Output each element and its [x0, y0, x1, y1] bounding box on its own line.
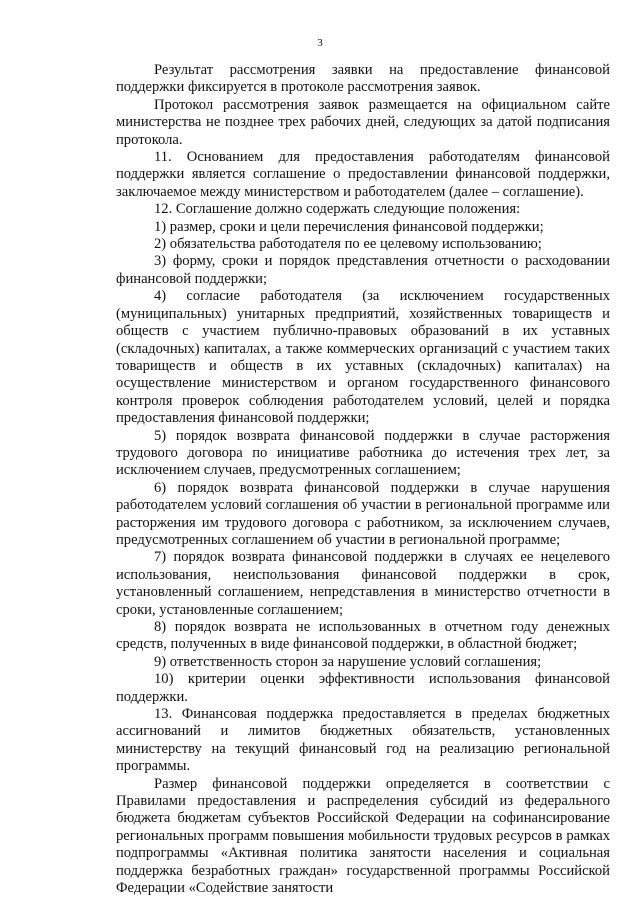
list-item-8: 8) порядок возврата не использованных в отчетном году денежных средств, полученных в виде финансовой поддержки, в областной бюджет; [116, 619, 610, 653]
paragraph-12-agreement-contents: 12. Соглашение должно содержать следующие положения: [154, 201, 521, 218]
list-item-1: 1) размер, сроки и цели перечисления финансовой поддержки; [154, 218, 544, 235]
list-item-7: 7) порядок возврата финансовой поддержки в случаях ее нецелевого использования, неиспользования финансовой поддержки в срок, установленный соглашением, непредставления в министерство отчетности в сроки, установленные соглашением; [116, 549, 610, 618]
paragraph-support-amount: Размер финансовой поддержки определяется в соответствии с Правилами предоставления и распределения субсидий из федерального бюджета бюджетам субъектов Российской Федерации на софинансирование региональных программ повышения мобильности трудовых ресурсов в рамках подпрограммы «Активная политика занятости населения и социальная поддержка безработных граждан» государственной программы Российской Федерации «Содействие занятости [116, 775, 610, 897]
paragraph-protocol-published: Протокол рассмотрения заявок размещается на официальном сайте министерства не позднее трех рабочих дней, следующих за датой подписания протокола. [116, 96, 610, 148]
paragraph-11-basis: 11. Основанием для предоставления работодателям финансовой поддержки является соглашение о предоставлении финансовой поддержки, заключаемое между министерством и работодателем (далее – соглашение). [116, 149, 610, 200]
document-body [116, 62, 610, 898]
list-item-6: 6) порядок возврата финансовой поддержки в случае нарушения работодателем условий соглашения об участии в региональной программе или расторжения им трудового договора с работником, за исключением случаев, предусмотренных соглашением об участии в региональной программе; [116, 479, 610, 548]
list-item-2: 2) обязательства работодателя по ее целевому использованию; [154, 236, 542, 253]
list-item-5: 5) порядок возврата финансовой поддержки в случае расторжения трудового договора по инициативе работника до истечения трех лет, за исключением случаев, предусмотренных соглашением; [116, 427, 610, 479]
list-item-10: 10) критерии оценки эффективности использования финансовой поддержки. [116, 671, 610, 705]
page-number: 3 [317, 37, 323, 49]
list-item-4: 4) согласие работодателя (за исключением государственных (муниципальных) унитарных предприятий, хозяйственных товариществ и обществ с участием публично-правовых образований в их уставных (складочных) капиталах, а также коммерческих организаций с участием таких товариществ и обществ в их уставных (складочных) капиталах) на осуществление министерством и органом государственного финансового контроля проверок соблюдения работодателем условий, целей и порядка предоставления финансовой поддержки; [116, 288, 610, 427]
paragraph-result-recorded: Результат рассмотрения заявки на предоставление финансовой поддержки фиксируется в протоколе рассмотрения заявок. [116, 62, 610, 96]
list-item-9: 9) ответственность сторон за нарушение условий соглашения; [154, 653, 542, 670]
list-item-3: 3) форму, сроки и порядок представления отчетности о расходовании финансовой поддержки; [116, 253, 610, 287]
paragraph-13-limits: 13. Финансовая поддержка предоставляется в пределах бюджетных ассигнований и лимитов бюджетных обязательств, установленных министерству на текущий финансовый год на реализацию региональной программы. [116, 706, 610, 775]
